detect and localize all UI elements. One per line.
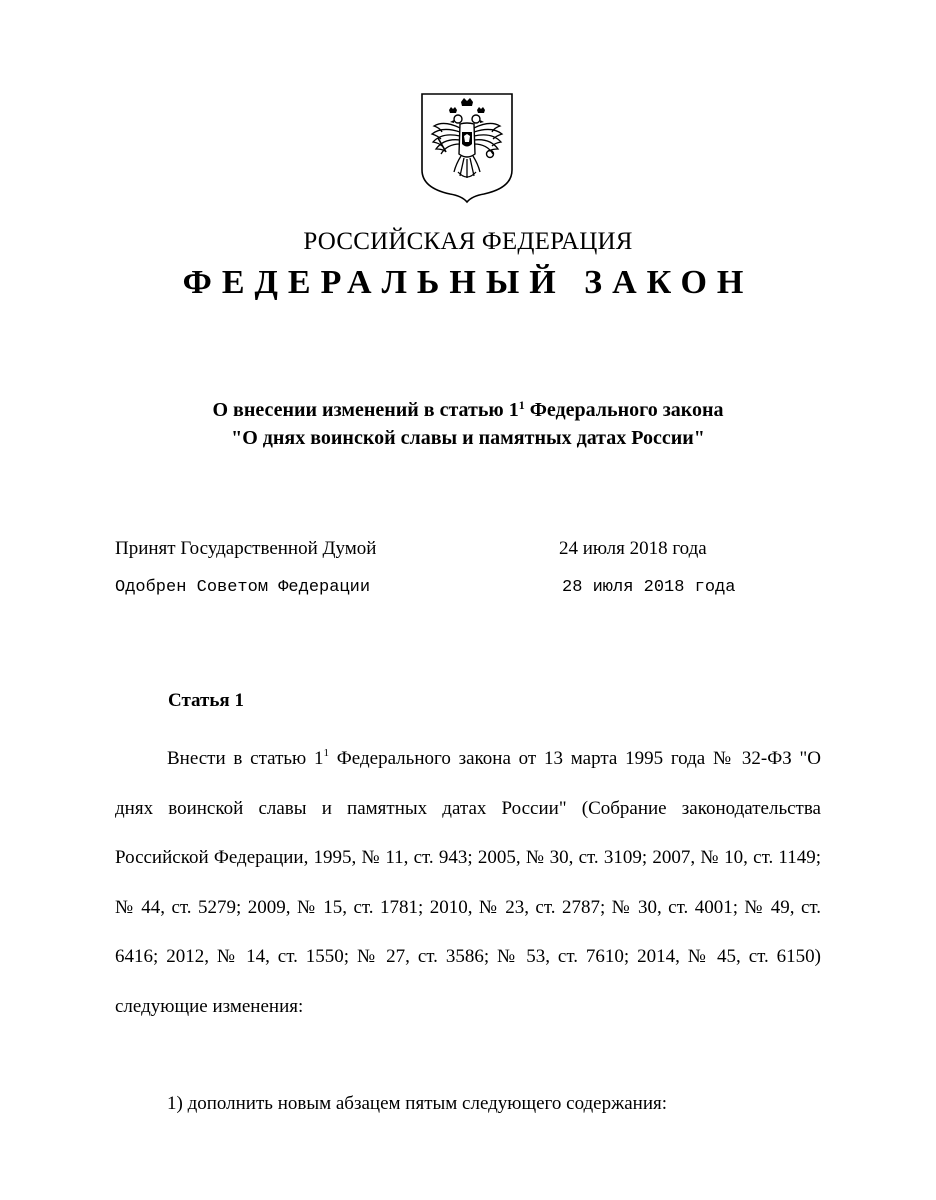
duma-adoption-date: 24 июля 2018 года — [559, 538, 707, 559]
coat-of-arms-icon — [420, 92, 514, 204]
article-1-item-1: 1) дополнить новым абзацем пятым следующего содержания: — [167, 1093, 668, 1114]
council-approval-label: Одобрен Советом Федерации — [115, 578, 371, 597]
article-1-heading: Статья 1 — [168, 690, 244, 711]
law-title-line2: "О днях воинской славы и памятных датах России" — [231, 427, 705, 449]
article-1-paragraph: Внести в статью $1^1$ Федерального закона от 13 марта 1995 года № 32-ФЗ "О днях воинской славы и памятных датах России" (Собрание законодательства Российской Федерации, 1995, № 11, ст. 943; 2005, № 30, ст. 3109; 2007, № 10, ст. 1149; № 44, ст. 5279; 2009, № 15, ст. 1781; 2010, № 23, ст. 2787; № 30, ст. 4001; № 49, ст. 6416; 2012, № 14, ст. 1550; № 27, ст. 3586; № 53, ст. 7610; 2014, № 45, ст. 6150) следующие изменения: — [115, 747, 822, 1017]
country-heading: РОССИЙСКАЯ ФЕДЕРАЦИЯ — [303, 228, 633, 255]
law-title-line1: О внесении изменений в статью $1^1$ Федерального закона — [212, 398, 724, 421]
council-approval-date: 28 июля 2018 года — [562, 578, 736, 597]
duma-adoption-label: Принят Государственной Думой — [115, 538, 377, 559]
law-type-heading: ФЕДЕРАЛЬНЫЙ ЗАКОН — [182, 264, 754, 301]
law-title — [0, 396, 936, 452]
